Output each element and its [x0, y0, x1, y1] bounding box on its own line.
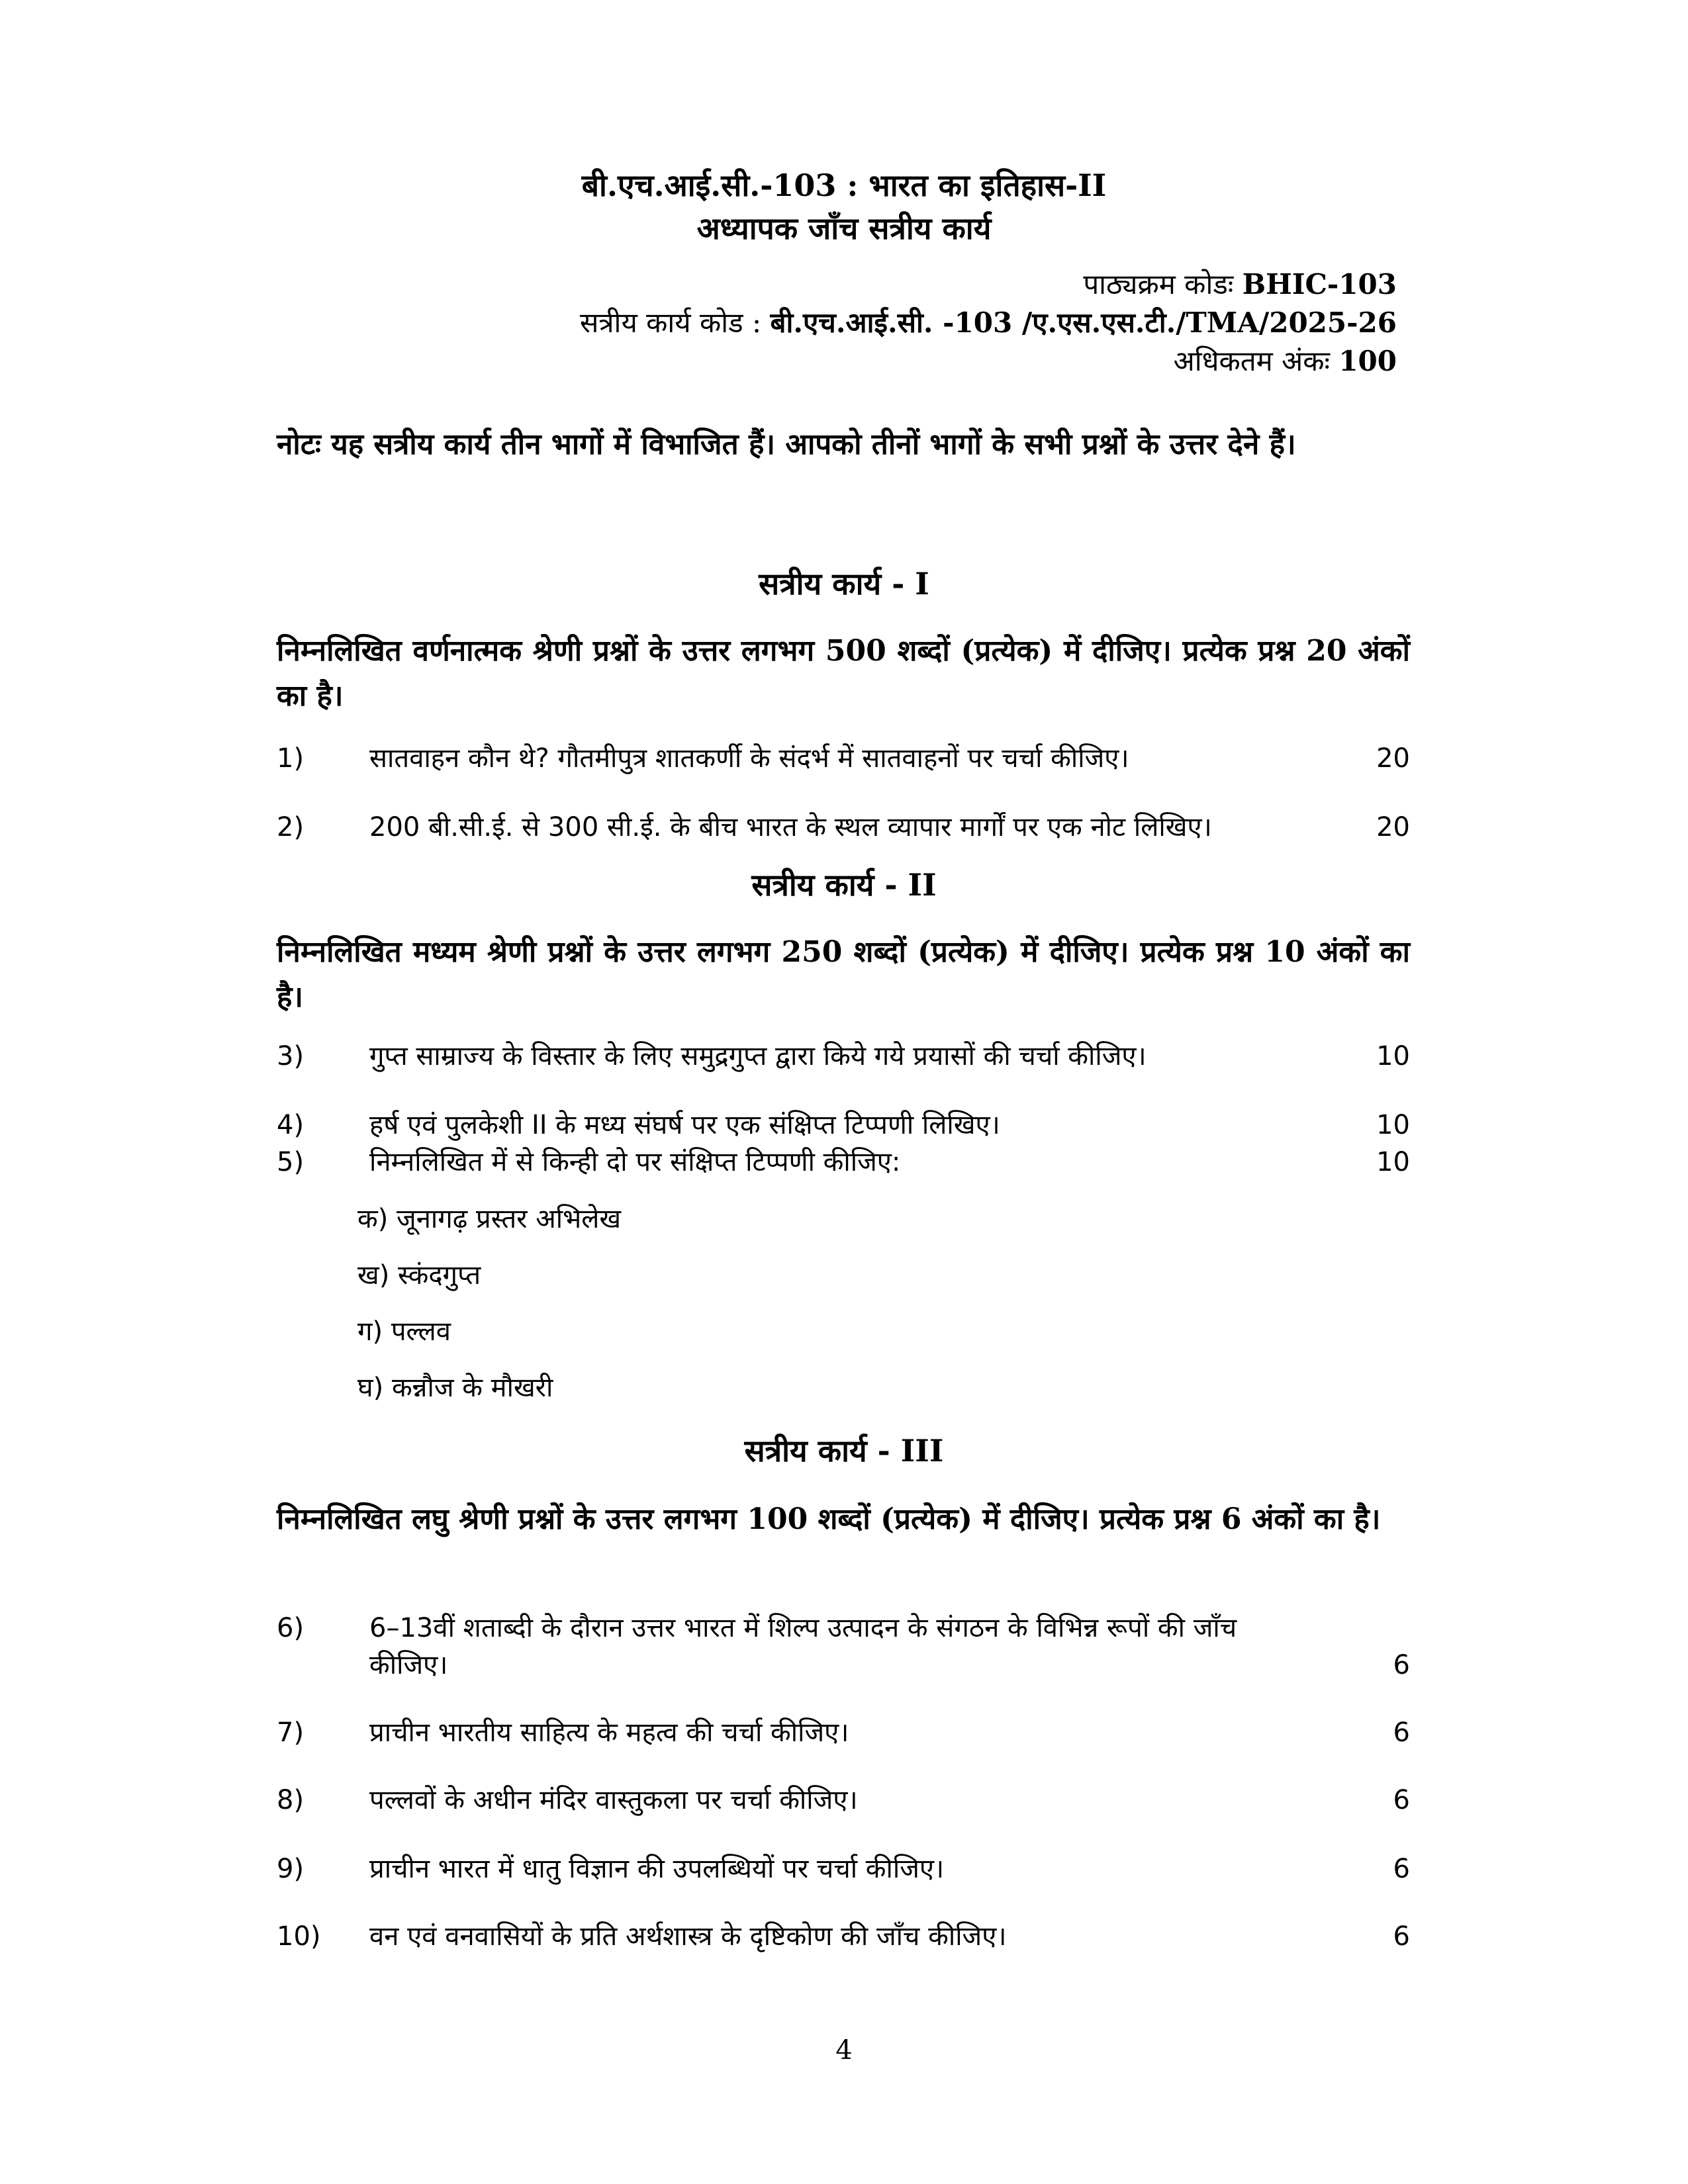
course-code-value: BHIC-103 — [1242, 268, 1397, 300]
question-number: 9) — [277, 1854, 305, 1884]
question-number: 6) — [277, 1613, 305, 1643]
question-marks: 20 — [1376, 743, 1410, 774]
question-number: 3) — [277, 1041, 305, 1071]
question-number: 4) — [277, 1110, 305, 1140]
max-marks — [1174, 341, 1397, 379]
question-text: 6–13वीं शताब्दी के दौरान उत्तर भारत में शिल्प उत्पादन के संगठन के विभिन्न रूपों की जाँच कीजिए। — [369, 1613, 1237, 1680]
document-subtitle: अध्यापक जाँच सत्रीय कार्य — [696, 210, 992, 246]
question-text: सातवाहन कौन थे? गौतमीपुत्र शातकर्णी के संदर्भ में सातवाहनों पर चर्चा कीजिए। — [369, 743, 1129, 774]
question-number: 8) — [277, 1785, 305, 1815]
document-title: बी.एच.आई.सी.-103 : भारत का इतिहास-II — [581, 167, 1107, 203]
question-number: 2) — [277, 812, 305, 842]
sub-item-c: ग) पल्लव — [357, 1316, 451, 1347]
question-text: 200 बी.सी.ई. से 300 सी.ई. के बीच भारत के स्थल व्यापार मार्गों पर एक नोट लिखिए। — [369, 812, 1212, 842]
section-instruction-2: निम्नलिखित मध्यम श्रेणी प्रश्नों के उत्तर लगभग 250 शब्दों (प्रत्येक) में दीजिए। प्रत्येक प्रश्न 10 अंकों का है। — [277, 935, 1410, 1014]
question-marks: 10 — [1376, 1110, 1410, 1140]
question-marks: 6 — [1393, 1785, 1410, 1815]
question-text: निम्नलिखित में से किन्ही दो पर संक्षिप्त टिप्पणी कीजिए: — [369, 1147, 901, 1177]
section-heading-1: सत्रीय कार्य - I — [759, 566, 929, 602]
sub-item-b: ख) स्कंदगुप्त — [357, 1260, 481, 1291]
max-marks-value: 100 — [1338, 345, 1397, 377]
question-number: 7) — [277, 1717, 305, 1748]
note: नोटः यह सत्रीय कार्य तीन भागों में विभाजित हैं। आपको तीनों भागों के सभी प्रश्नों के उत्तर देने हैं। — [277, 428, 1296, 461]
section-instruction-1: निम्नलिखित वर्णनात्मक श्रेणी प्रश्नों के उत्तर लगभग 500 शब्दों (प्रत्येक) में दीजिए। प्रत्येक प्रश्न 20 अंकों का है। — [277, 634, 1410, 713]
question-text: प्राचीन भारतीय साहित्य के महत्व की चर्चा कीजिए। — [369, 1717, 849, 1748]
question-number: 10) — [277, 1921, 321, 1952]
question-text: गुप्त साम्राज्य के विस्तार के लिए समुद्रगुप्त द्वारा किये गये प्रयासों की चर्चा कीजिए। — [369, 1041, 1147, 1071]
question-text: वन एवं वनवासियों के प्रति अर्थशास्त्र के दृष्टिकोण की जाँच कीजिए। — [369, 1921, 1007, 1952]
question-marks: 10 — [1376, 1041, 1410, 1071]
assignment-code — [580, 303, 1397, 341]
question-marks: 6 — [1393, 1650, 1410, 1680]
course-code — [1083, 265, 1397, 302]
section-heading-3: सत्रीय कार्य - III — [744, 1433, 944, 1469]
question-marks: 10 — [1376, 1147, 1410, 1177]
question-text: पल्लवों के अधीन मंदिर वास्तुकला पर चर्चा कीजिए। — [369, 1785, 858, 1815]
sub-item-a: क) जूनागढ़ प्रस्तर अभिलेख — [357, 1204, 622, 1234]
question-text: हर्ष एवं पुलकेशी II के मध्य संघर्ष पर एक संक्षिप्त टिप्पणी लिखिए। — [369, 1110, 1000, 1140]
question-number: 1) — [277, 743, 305, 774]
question-marks: 6 — [1393, 1921, 1410, 1952]
assignment-code-value: बी.एच.आई.सी. -103 /ए.एस.एस.टी./TMA/2025-26 — [770, 306, 1397, 339]
page-number: 4 — [835, 2035, 853, 2066]
question-number: 5) — [277, 1147, 305, 1177]
question-marks: 6 — [1393, 1717, 1410, 1748]
question-marks: 6 — [1393, 1854, 1410, 1884]
sub-item-d: घ) कन्नौज के मौखरी — [357, 1373, 553, 1403]
assignment-code-label: सत्रीय कार्य कोड : — [579, 306, 762, 339]
max-marks-label: अधिकतम अंकः — [1173, 345, 1330, 377]
question-marks: 20 — [1376, 812, 1410, 842]
question-text: प्राचीन भारत में धातु विज्ञान की उपलब्धियों पर चर्चा कीजिए। — [369, 1854, 945, 1884]
course-code-label: पाठ्यक्रम कोडः — [1083, 268, 1234, 300]
section-instruction-3: निम्नलिखित लघु श्रेणी प्रश्नों के उत्तर लगभग 100 शब्दों (प्रत्येक) में दीजिए। प्रत्येक प्रश्न 6 अंकों का है। — [277, 1502, 1381, 1536]
section-heading-2: सत्रीय कार्य - II — [751, 867, 937, 903]
